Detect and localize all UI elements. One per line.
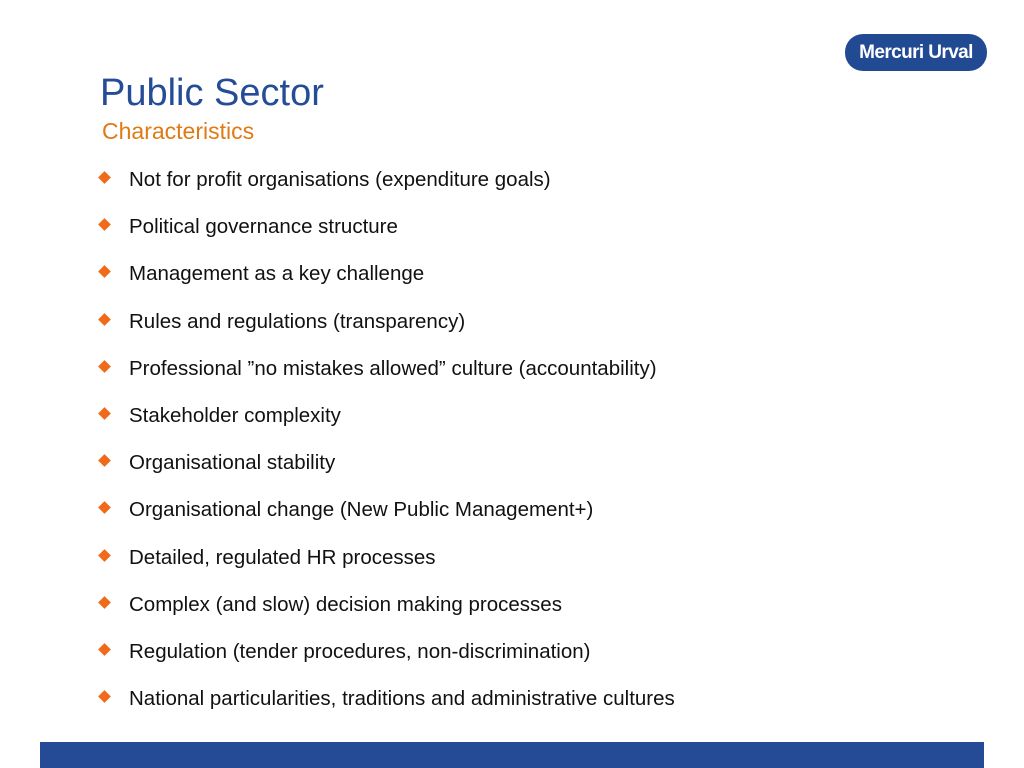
bullet-item (98, 544, 675, 591)
diamond-bullet-icon (98, 454, 111, 467)
bullet-item (98, 213, 675, 260)
bullet-item (98, 496, 675, 543)
bullet-item (98, 355, 675, 402)
slide-subtitle: Characteristics (102, 118, 255, 144)
diamond-bullet-icon (98, 690, 111, 703)
bullet-text: Organisational change (New Public Management+) (129, 498, 594, 522)
bullet-text: Organisational stability (129, 451, 336, 475)
logo-text: Mercuri Urval (859, 41, 973, 63)
bullet-item (98, 166, 675, 213)
diamond-bullet-icon (98, 218, 111, 231)
bullet-item (98, 449, 675, 496)
bullet-text: Management as a key challenge (129, 262, 425, 286)
diamond-bullet-icon (98, 171, 111, 184)
bullet-text: Not for profit organisations (expenditure goals) (129, 168, 551, 191)
bullet-item (98, 308, 675, 355)
bullet-item (98, 402, 675, 449)
bullet-text: Stakeholder complexity (129, 403, 341, 427)
diamond-bullet-icon (98, 501, 111, 514)
bullet-text: Rules and regulations (transparency) (129, 309, 466, 333)
diamond-bullet-icon (98, 643, 111, 656)
diamond-bullet-icon (98, 313, 111, 326)
bullet-text: Complex (and slow) decision making processes (129, 592, 562, 616)
diamond-bullet-icon (98, 266, 111, 279)
diamond-bullet-icon (98, 549, 111, 562)
bullet-text: Regulation (tender procedures, non-discrimination) (129, 639, 591, 663)
bullet-item (98, 685, 675, 732)
diamond-bullet-icon (98, 360, 111, 373)
bullet-item (98, 260, 675, 307)
bullet-list (98, 166, 675, 732)
mercuri-urval-logo (845, 34, 987, 71)
bullet-text: Political governance structure (129, 215, 398, 239)
slide-title: Public Sector (100, 72, 324, 114)
bullet-item (98, 591, 675, 638)
bullet-text: National particularities, traditions and administrative cultures (129, 687, 675, 711)
footer-bar (40, 742, 984, 768)
diamond-bullet-icon (98, 407, 111, 420)
bullet-text: Detailed, regulated HR processes (129, 545, 436, 569)
bullet-item (98, 638, 675, 685)
bullet-text: Professional ”no mistakes allowed” culture (accountability) (129, 356, 657, 380)
diamond-bullet-icon (98, 596, 111, 609)
